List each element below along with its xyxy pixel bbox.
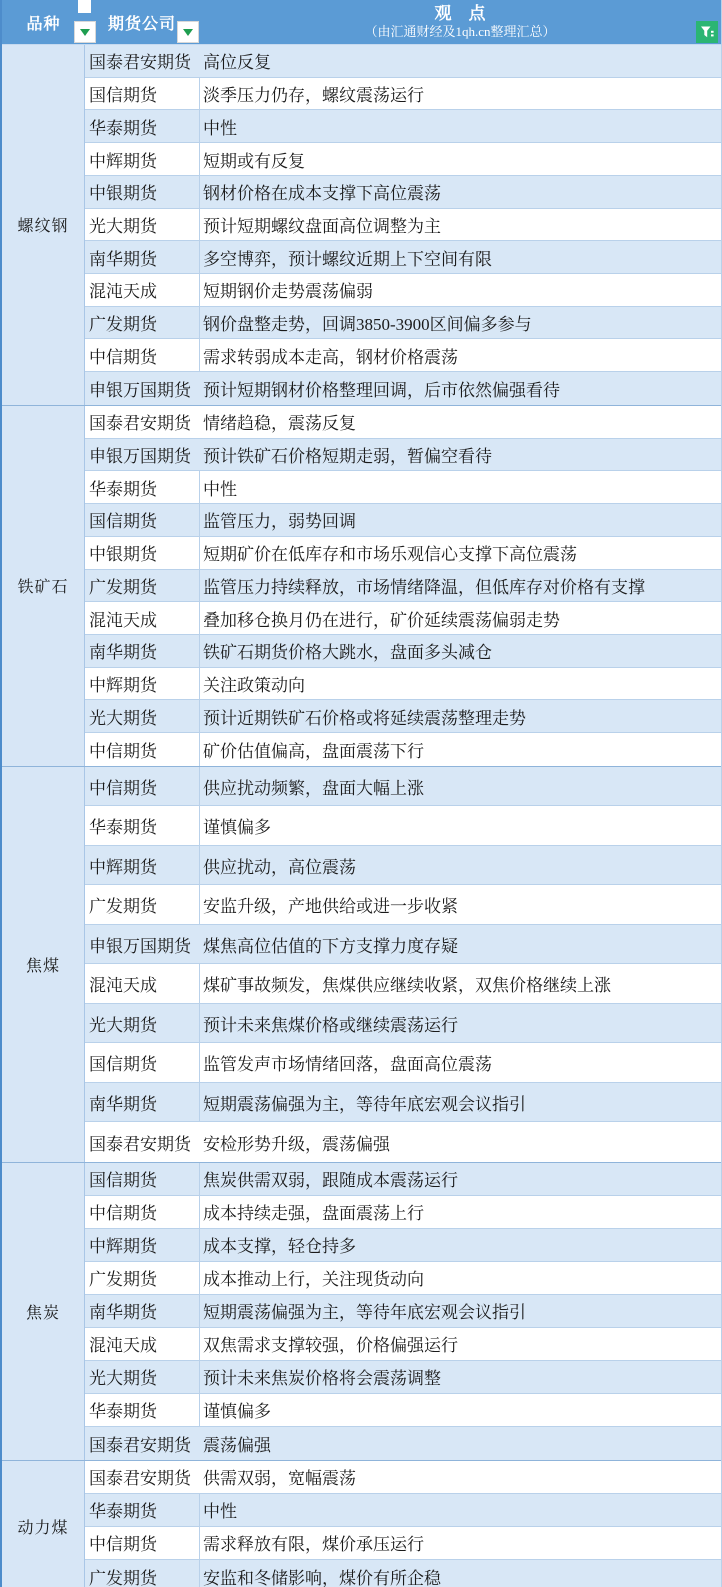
opinion-row — [85, 406, 721, 439]
commodity-section — [2, 45, 721, 406]
opinion-row — [85, 339, 721, 372]
header-cell-variety — [2, 0, 85, 44]
company-name: 国信期货 — [89, 512, 157, 532]
company-name: 中辉期货 — [89, 151, 157, 171]
opinion-row — [85, 372, 721, 405]
viewpoint-text: 供需双弱，宽幅震荡 — [203, 1469, 356, 1489]
company-name: 华泰期货 — [89, 118, 157, 138]
viewpoint-header-subtitle: （由汇通财经及1qh.cn整理汇总） — [364, 24, 556, 39]
viewpoint-text: 多空博弈，预计螺纹近期上下空间有限 — [199, 241, 721, 273]
opinion-row — [85, 1229, 721, 1262]
viewpoint-text: 安监和冬储影响，煤价有所企稳 — [199, 1560, 721, 1587]
viewpoint-text: 中性 — [199, 1494, 721, 1526]
company-name: 光大期货 — [89, 1015, 157, 1035]
company-name: 南华期货 — [89, 1303, 157, 1323]
company-name: 中信期货 — [89, 741, 157, 761]
opinion-row — [85, 1560, 721, 1587]
commodity-section — [2, 406, 721, 767]
opinion-row — [85, 925, 721, 965]
opinion-row — [85, 1527, 721, 1560]
viewpoint-text: 监管压力持续释放，市场情绪降温，但低库存对价格有支撑 — [199, 570, 721, 602]
opinion-row — [85, 274, 721, 307]
opinion-row — [85, 110, 721, 143]
viewpoint-text: 钢价盘整走势，回调3850-3900区间偏多参与 — [199, 307, 721, 339]
opinion-row — [85, 1083, 721, 1123]
opinion-row — [85, 767, 721, 807]
opinion-row — [85, 1043, 721, 1083]
opinion-row — [85, 733, 721, 766]
company-name: 国信期货 — [89, 86, 157, 106]
company-name: 国信期货 — [89, 1055, 157, 1075]
opinion-row — [85, 846, 721, 886]
section-rows — [85, 1163, 721, 1460]
opinion-row — [85, 307, 721, 340]
company-header-label: 期货公司 — [107, 15, 176, 33]
section-rows — [85, 45, 721, 405]
viewpoint-text: 短期震荡偏强为主，等待年底宏观会议指引 — [199, 1083, 721, 1122]
table-header — [2, 0, 721, 45]
opinion-row — [85, 537, 721, 570]
section-rows — [85, 767, 721, 1162]
viewpoint-text: 预计未来焦煤价格或继续震荡运行 — [199, 1004, 721, 1043]
opinion-row — [85, 885, 721, 925]
viewpoint-text: 高位反复 — [203, 53, 271, 73]
company-name: 广发期货 — [89, 1270, 157, 1290]
opinion-row — [85, 241, 721, 274]
opinion-row — [85, 1361, 721, 1394]
company-name: 国泰君安期货 — [89, 1435, 191, 1455]
viewpoint-text: 煤焦高位估值的下方支撑力度存疑 — [203, 936, 458, 956]
viewpoint-header-label: 观 点 — [434, 4, 486, 23]
company-name: 南华期货 — [89, 1094, 157, 1114]
commodity-section — [2, 767, 721, 1163]
header-cell-company — [85, 0, 199, 44]
company-name: 中辉期货 — [89, 676, 157, 696]
company-name: 申银万国期货 — [89, 381, 191, 401]
opinion-row — [85, 78, 721, 111]
viewpoint-text: 需求转弱成本走高，钢材价格震荡 — [199, 339, 721, 371]
opinion-row — [85, 1196, 721, 1229]
opinion-row — [85, 700, 721, 733]
commodity-section — [2, 1163, 721, 1461]
company-name: 混沌天成 — [89, 610, 157, 630]
company-filter-dropdown-button[interactable] — [177, 21, 199, 43]
company-name: 国泰君安期货 — [89, 53, 191, 73]
viewpoint-text: 成本持续走强，盘面震荡上行 — [199, 1196, 721, 1228]
commodity-label: 动力煤 — [2, 1461, 85, 1587]
viewpoint-text: 煤矿事故频发，焦煤供应继续收紧，双焦价格继续上涨 — [199, 964, 721, 1003]
opinion-row — [85, 570, 721, 603]
company-name: 中辉期货 — [89, 857, 157, 877]
company-name: 华泰期货 — [89, 1502, 157, 1522]
viewpoint-text: 中性 — [199, 471, 721, 503]
header-cell-viewpoint — [199, 0, 721, 44]
viewpoint-text: 预计铁矿石价格短期走弱，暂偏空看待 — [203, 446, 492, 466]
opinion-row — [85, 45, 721, 78]
viewpoint-text: 成本推动上行，关注现货动向 — [199, 1262, 721, 1294]
company-name: 南华期货 — [89, 643, 157, 663]
viewpoint-text: 短期震荡偏强为主，等待年底宏观会议指引 — [199, 1295, 721, 1327]
viewpoint-text: 短期或有反复 — [199, 143, 721, 175]
viewpoint-text: 矿价估值偏高，盘面震荡下行 — [199, 733, 721, 766]
viewpoint-text: 监管压力，弱势回调 — [199, 504, 721, 536]
company-name: 申银万国期货 — [89, 446, 191, 466]
viewpoint-text: 预计短期螺纹盘面高位调整为主 — [199, 209, 721, 241]
funnel-filter-button[interactable] — [696, 21, 718, 43]
company-name: 中信期货 — [89, 1204, 157, 1224]
company-name: 中辉期货 — [89, 1237, 157, 1257]
company-name: 中信期货 — [89, 347, 157, 367]
opinion-row — [85, 1328, 721, 1361]
viewpoint-text: 供应扰动，高位震荡 — [199, 846, 721, 885]
viewpoint-text: 预计近期铁矿石价格或将延续震荡整理走势 — [199, 700, 721, 732]
opinion-row — [85, 602, 721, 635]
viewpoint-text: 安检形势升级，震荡偏强 — [203, 1134, 390, 1154]
company-name: 华泰期货 — [89, 1402, 157, 1422]
viewpoint-text: 谨慎偏多 — [199, 1394, 721, 1426]
section-rows — [85, 406, 721, 766]
viewpoint-text: 监管发声市场情绪回落，盘面高位震荡 — [199, 1043, 721, 1082]
opinion-row — [85, 1163, 721, 1196]
opinion-row — [85, 1122, 721, 1162]
company-name: 广发期货 — [89, 1568, 157, 1587]
company-name: 华泰期货 — [89, 479, 157, 499]
commodity-label: 焦煤 — [2, 767, 85, 1162]
commodity-section — [2, 1461, 721, 1587]
opinion-row — [85, 176, 721, 209]
opinion-row — [85, 439, 721, 472]
viewpoint-text: 需求释放有限，煤价承压运行 — [199, 1527, 721, 1559]
company-name: 国泰君安期货 — [89, 414, 191, 434]
viewpoint-text: 叠加移仓换月仍在进行，矿价延续震荡偏弱走势 — [199, 602, 721, 634]
opinion-row — [85, 668, 721, 701]
opinion-row — [85, 806, 721, 846]
viewpoint-text: 预计短期钢材价格整理回调，后市依然偏强看待 — [203, 381, 560, 401]
opinion-row — [85, 471, 721, 504]
viewpoint-text: 安监升级，产地供给或进一步收紧 — [199, 885, 721, 924]
section-rows — [85, 1461, 721, 1587]
viewpoint-text: 淡季压力仍存，螺纹震荡运行 — [199, 78, 721, 110]
viewpoint-text: 短期矿价在低库存和市场乐观信心支撑下高位震荡 — [199, 537, 721, 569]
viewpoint-text: 成本支撑，轻仓持多 — [199, 1229, 721, 1261]
company-name: 国信期货 — [89, 1171, 157, 1191]
opinion-row — [85, 1004, 721, 1044]
viewpoint-text: 谨慎偏多 — [199, 806, 721, 845]
viewpoint-text: 供应扰动频繁，盘面大幅上涨 — [199, 767, 721, 806]
viewpoint-text: 预计未来焦炭价格将会震荡调整 — [199, 1361, 721, 1393]
opinion-row — [85, 504, 721, 537]
opinion-row — [85, 1427, 721, 1460]
commodity-label: 焦炭 — [2, 1163, 85, 1460]
variety-header-label: 品种 — [26, 15, 61, 33]
viewpoint-text: 震荡偏强 — [203, 1435, 271, 1455]
table-body — [2, 45, 721, 1587]
company-name: 混沌天成 — [89, 282, 157, 302]
company-name: 广发期货 — [89, 577, 157, 597]
opinion-row — [85, 1461, 721, 1494]
commodity-label: 铁矿石 — [2, 406, 85, 766]
company-name: 中银期货 — [89, 545, 157, 565]
company-name: 国泰君安期货 — [89, 1469, 191, 1489]
opinion-row — [85, 1262, 721, 1295]
viewpoint-text: 情绪趋稳，震荡反复 — [203, 414, 356, 434]
dropdown-triangle-icon — [183, 29, 193, 36]
company-name: 光大期货 — [89, 1369, 157, 1389]
viewpoint-text: 关注政策动向 — [199, 668, 721, 700]
opinion-row — [85, 1394, 721, 1427]
viewpoint-text: 中性 — [199, 110, 721, 142]
opinion-row — [85, 143, 721, 176]
company-name: 国泰君安期货 — [89, 1134, 191, 1154]
company-name: 华泰期货 — [89, 818, 157, 838]
opinion-row — [85, 635, 721, 668]
opinion-row — [85, 1494, 721, 1527]
company-name: 混沌天成 — [89, 1336, 157, 1356]
opinion-row — [85, 209, 721, 242]
commodity-label: 螺纹钢 — [2, 45, 85, 405]
company-name: 南华期货 — [89, 249, 157, 269]
company-name: 中银期货 — [89, 184, 157, 204]
company-name: 中信期货 — [89, 1535, 157, 1555]
viewpoint-text: 短期钢价走势震荡偏弱 — [199, 274, 721, 306]
company-name: 申银万国期货 — [89, 936, 191, 956]
company-name: 广发期货 — [89, 315, 157, 335]
opinion-row — [85, 964, 721, 1004]
viewpoint-text: 铁矿石期货价格大跳水，盘面多头减仓 — [199, 635, 721, 667]
funnel-icon — [699, 24, 715, 40]
company-name: 广发期货 — [89, 897, 157, 917]
company-name: 中信期货 — [89, 778, 157, 798]
company-name: 光大期货 — [89, 216, 157, 236]
viewpoint-text: 焦炭供需双弱，跟随成本震荡运行 — [199, 1163, 721, 1195]
viewpoint-text: 钢材价格在成本支撑下高位震荡 — [199, 176, 721, 208]
viewpoint-text: 双焦需求支撑较强，价格偏强运行 — [199, 1328, 721, 1360]
opinion-row — [85, 1295, 721, 1328]
company-name: 混沌天成 — [89, 976, 157, 996]
company-name: 光大期货 — [89, 708, 157, 728]
